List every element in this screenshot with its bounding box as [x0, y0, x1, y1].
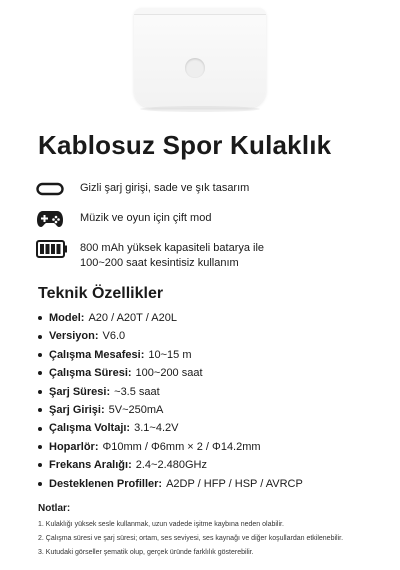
spec-key: Şarj Girişi: — [49, 404, 105, 417]
specs-list — [38, 309, 388, 493]
spec-key: Versiyon: — [49, 330, 99, 343]
feature-item-dual-mode — [36, 208, 376, 230]
product-image-area — [0, 0, 400, 118]
specs-heading: Teknik Özellikler — [38, 285, 164, 302]
case-lid — [134, 8, 266, 15]
spec-row-voltage — [38, 419, 388, 437]
bullet — [38, 482, 42, 486]
spec-key: Çalışma Voltajı: — [49, 422, 131, 435]
note-item: 2. Çalışma süresi ve şarj süresi; ortam, ses seviyesi, ses kaynağı ve diğer koşullardan etkilenebilir. — [38, 535, 344, 542]
bullet — [38, 408, 42, 412]
feature-text-line-2: 100~200 saat kesintisiz kullanım — [80, 257, 239, 269]
spec-value: V6.0 — [102, 330, 126, 343]
spec-row-model — [38, 309, 388, 327]
spec-key: Hoparlör: — [49, 440, 99, 453]
spec-key: Çalışma Mesafesi: — [49, 348, 145, 361]
notes-list — [38, 518, 388, 560]
charging-case-image — [134, 8, 266, 108]
battery-icon — [36, 238, 70, 260]
spec-row-version — [38, 327, 388, 345]
bullet — [38, 316, 42, 320]
bullet — [38, 371, 42, 375]
bullet — [38, 335, 42, 339]
bullet — [38, 445, 42, 449]
gamepad-icon — [36, 208, 70, 230]
spec-row-charging-input — [38, 401, 388, 419]
bullet — [38, 463, 42, 467]
spec-key: Frekans Aralığı: — [49, 459, 132, 472]
spec-value: A20 / A20T / A20L — [88, 312, 177, 324]
spec-key: Desteklenen Profiller: — [49, 477, 163, 490]
feature-text: Müzik ve oyun için çift mod — [80, 212, 212, 224]
case-shadow — [140, 106, 260, 112]
spec-value: A2DP / HFP / HSP / AVRCP — [166, 477, 303, 490]
feature-text-line-1: 800 mAh yüksek kapasiteli batarya ile — [80, 242, 265, 254]
feature-text: Gizli şarj girişi, sade ve şık tasarım — [80, 182, 250, 194]
spec-value: 10~15 m — [148, 348, 192, 361]
spec-value: 3.1~4.2V — [134, 422, 179, 435]
note-item: 3. Kutudaki görseller şematik olup, gerçek üründe farklılık gösterebilir. — [38, 549, 254, 556]
spec-row-working-time — [38, 364, 388, 382]
spec-key: Model: — [49, 312, 85, 324]
feature-item-charging — [36, 178, 376, 200]
spec-row-profiles — [38, 475, 388, 493]
feature-list — [36, 178, 376, 279]
spec-row-range — [38, 346, 388, 364]
spec-value: ~3.5 saat — [114, 385, 160, 398]
note-item: 1. Kulaklığı yüksek sesle kullanmak, uzun vadede işitme kaybına neden olabilir. — [38, 521, 284, 528]
spec-value: Φ10mm / Φ6mm × 2 / Φ14.2mm — [102, 440, 261, 453]
spec-row-speaker — [38, 438, 388, 456]
feature-text — [80, 238, 264, 271]
spec-row-charging-time — [38, 383, 388, 401]
spec-value: 5V~250mA — [108, 404, 164, 417]
spec-row-frequency — [38, 456, 388, 474]
case-button — [185, 58, 205, 78]
spec-value: 2.4~2.480GHz — [135, 459, 207, 472]
page-title: Kablosuz Spor Kulaklık — [38, 130, 332, 160]
spec-key: Şarj Süresi: — [49, 385, 111, 398]
bullet — [38, 390, 42, 394]
notes-heading: Notlar: — [38, 503, 71, 514]
spec-key: Çalışma Süresi: — [49, 367, 132, 380]
feature-item-battery — [36, 238, 376, 271]
usb-c-port-icon — [36, 178, 70, 200]
spec-value: 100~200 saat — [135, 367, 203, 380]
bullet — [38, 353, 42, 357]
bullet — [38, 427, 42, 431]
